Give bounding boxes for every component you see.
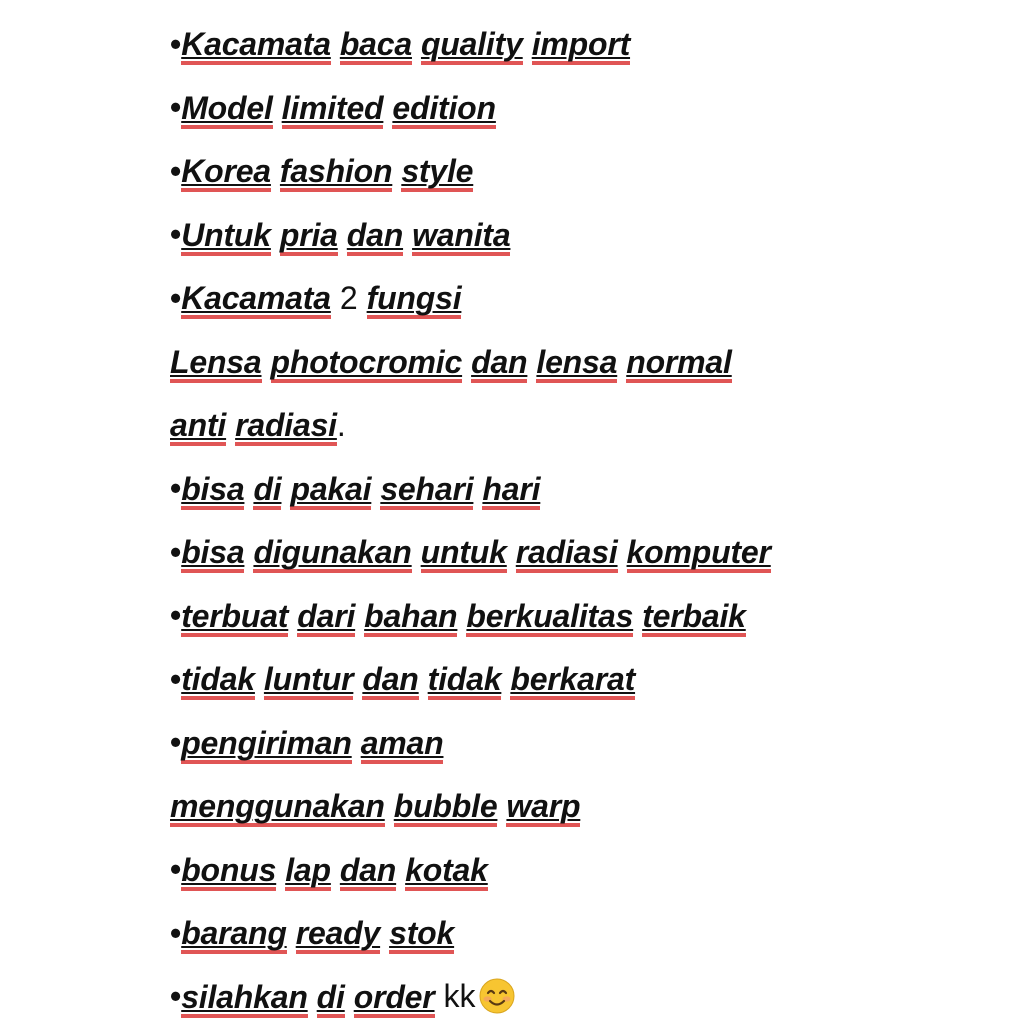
misspelled-word: Lensa: [170, 346, 262, 383]
text-line: [170, 965, 1000, 1028]
misspelled-word: Kacamata: [181, 282, 331, 319]
misspelled-word: dan: [347, 219, 403, 256]
bullet-marker: •: [170, 282, 181, 314]
bullet-marker: •: [170, 599, 181, 631]
misspelled-word: aman: [361, 727, 444, 764]
misspelled-word: wanita: [412, 219, 510, 256]
text-line: [170, 838, 1000, 902]
misspelled-word: edition: [392, 92, 495, 129]
misspelled-word: baca: [340, 28, 412, 65]
text-line: [170, 139, 1000, 203]
text-line: [170, 901, 1000, 965]
misspelled-word: untuk: [421, 536, 507, 573]
text-line: [170, 12, 1000, 76]
misspelled-word: bonus: [181, 854, 276, 891]
misspelled-word: order: [354, 981, 435, 1018]
misspelled-word: lensa: [536, 346, 617, 383]
misspelled-word: di: [317, 981, 345, 1018]
bullet-marker: •: [170, 536, 181, 568]
smiling-face-icon: [478, 977, 516, 1015]
bullet-marker: •: [170, 917, 181, 949]
misspelled-word: bisa: [181, 536, 244, 573]
text-line: [170, 774, 1000, 838]
misspelled-word: Kacamata: [181, 28, 331, 65]
text-line: [170, 711, 1000, 775]
misspelled-word: normal: [626, 346, 732, 383]
misspelled-word: luntur: [264, 663, 353, 700]
misspelled-word: style: [401, 155, 473, 192]
misspelled-word: radiasi: [235, 409, 337, 446]
text-line: [170, 76, 1000, 140]
text-line: [170, 203, 1000, 267]
misspelled-word: lap: [285, 854, 331, 891]
misspelled-word: kotak: [405, 854, 488, 891]
misspelled-word: silahkan: [181, 981, 307, 1018]
misspelled-word: pakai: [290, 473, 371, 510]
plain-text: kk: [444, 980, 476, 1012]
misspelled-word: pria: [280, 219, 338, 256]
misspelled-word: dan: [362, 663, 418, 700]
bullet-marker: •: [170, 980, 181, 1012]
misspelled-word: Model: [181, 92, 272, 129]
text-line: [170, 330, 1000, 394]
misspelled-word: terbaik: [642, 600, 746, 637]
misspelled-word: warp: [506, 790, 580, 827]
misspelled-word: berkualitas: [466, 600, 633, 637]
misspelled-word: barang: [181, 917, 287, 954]
misspelled-word: tidak: [181, 663, 255, 700]
misspelled-word: dari: [297, 600, 355, 637]
misspelled-word: bubble: [394, 790, 498, 827]
document-body: [170, 12, 1000, 1028]
misspelled-word: Korea: [181, 155, 271, 192]
bullet-marker: •: [170, 28, 181, 60]
misspelled-word: sehari: [380, 473, 473, 510]
text-line: [170, 266, 1000, 330]
misspelled-word: digunakan: [253, 536, 411, 573]
misspelled-word: tidak: [428, 663, 502, 700]
misspelled-word: limited: [282, 92, 384, 129]
misspelled-word: bisa: [181, 473, 244, 510]
misspelled-word: menggunakan: [170, 790, 385, 827]
bullet-marker: •: [170, 218, 181, 250]
misspelled-word: fungsi: [367, 282, 462, 319]
misspelled-word: terbuat: [181, 600, 288, 637]
misspelled-word: berkarat: [510, 663, 635, 700]
misspelled-word: import: [532, 28, 630, 65]
misspelled-word: dan: [471, 346, 527, 383]
misspelled-word: anti: [170, 409, 226, 446]
text-line: [170, 457, 1000, 521]
misspelled-word: quality: [421, 28, 523, 65]
plain-text: .: [337, 409, 346, 441]
misspelled-word: fashion: [280, 155, 392, 192]
misspelled-word: dan: [340, 854, 396, 891]
misspelled-word: pengiriman: [181, 727, 351, 764]
misspelled-word: bahan: [364, 600, 457, 637]
text-line: [170, 520, 1000, 584]
text-line: [170, 393, 1000, 457]
misspelled-word: radiasi: [516, 536, 618, 573]
bullet-marker: •: [170, 726, 181, 758]
plain-text: 2: [340, 282, 358, 314]
bullet-marker: •: [170, 472, 181, 504]
text-line: [170, 647, 1000, 711]
misspelled-word: stok: [389, 917, 454, 954]
misspelled-word: photocromic: [271, 346, 463, 383]
bullet-marker: •: [170, 853, 181, 885]
bullet-marker: •: [170, 91, 181, 123]
misspelled-word: hari: [482, 473, 540, 510]
misspelled-word: ready: [296, 917, 380, 954]
bullet-marker: •: [170, 155, 181, 187]
text-line: [170, 584, 1000, 648]
bullet-marker: •: [170, 663, 181, 695]
misspelled-word: komputer: [627, 536, 771, 573]
misspelled-word: di: [253, 473, 281, 510]
misspelled-word: Untuk: [181, 219, 271, 256]
